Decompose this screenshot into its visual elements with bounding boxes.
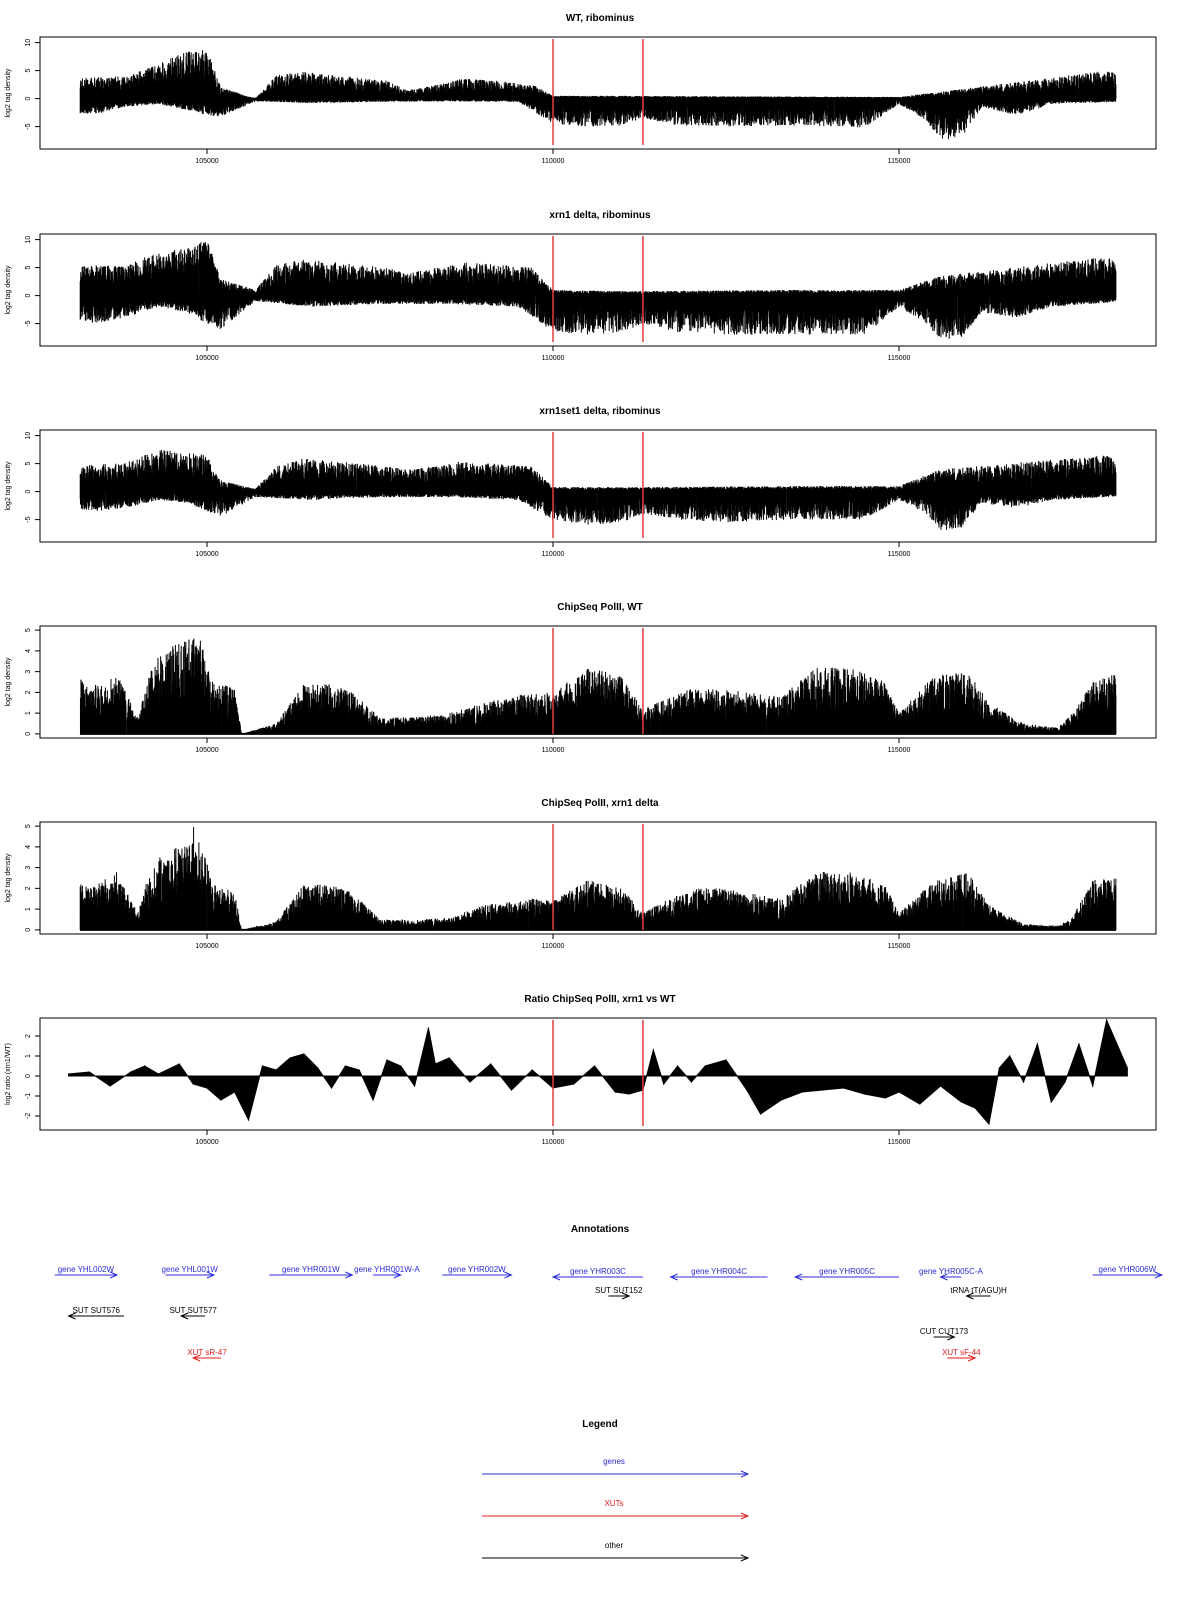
data-marks <box>80 50 1116 139</box>
chart-panel-1 <box>5 13 1156 165</box>
chart-title: WT, ribominus <box>566 13 635 24</box>
y-tick-label: 0 <box>25 97 32 101</box>
y-tick-label: 10 <box>25 39 32 47</box>
y-axis-label: log2 tag density <box>5 68 12 118</box>
x-tick-label: 115000 <box>888 158 911 165</box>
x-tick-label: 105000 <box>195 158 218 165</box>
x-tick-label: 110000 <box>542 158 565 165</box>
y-tick-label: -5 <box>25 123 32 129</box>
y-tick-label: 5 <box>25 69 32 73</box>
